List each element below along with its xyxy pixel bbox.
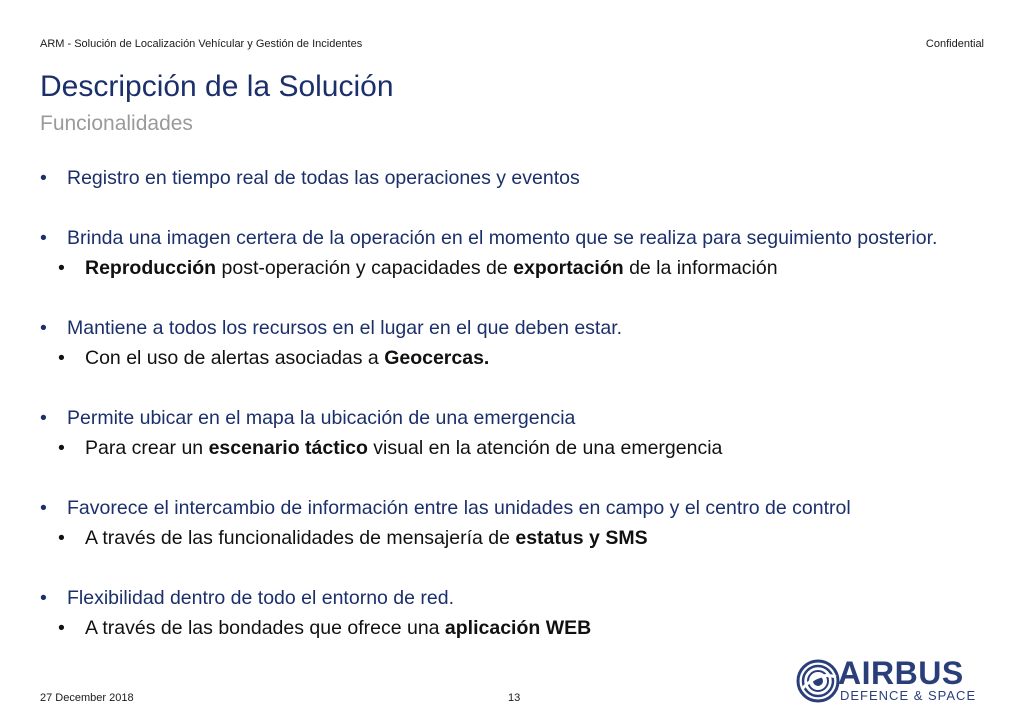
logo-wordmark: AIRBUS	[838, 655, 964, 691]
text-run: A través de las funcionalidades de mensajería de	[85, 527, 516, 549]
text-run: Para crear un	[85, 437, 209, 459]
text-run: post-operación y capacidades de	[216, 257, 514, 279]
airbus-logo	[796, 657, 986, 707]
bold-text: estatus y SMS	[515, 527, 648, 549]
sub-bullet-item	[40, 343, 980, 373]
logo-subtitle: DEFENCE & SPACE	[840, 688, 977, 703]
sub-bullet-item	[40, 523, 980, 553]
bold-text: exportación	[513, 257, 624, 279]
sub-bullet-item	[40, 253, 980, 283]
airbus-ring-icon	[796, 659, 840, 703]
text-run: visual en la atención de una emergencia	[367, 437, 723, 459]
bullet-item: • Mantiene a todos los recursos en el lugar en el que deben estar.	[40, 313, 980, 343]
bullet-item: • Flexibilidad dentro de todo el entorno de red.	[40, 583, 980, 613]
slide-title: Descripción de la Solución	[40, 70, 394, 103]
bullet-item: • Registro en tiempo real de todas las operaciones y eventos	[40, 163, 980, 193]
header-document-title: ARM - Solución de Localización Vehícular y Gestión de Incidentes	[40, 38, 363, 50]
bullet-item: • Permite ubicar en el mapa la ubicación de una emergencia	[40, 403, 980, 433]
bullet-list	[40, 163, 980, 643]
sub-bullet-item	[40, 613, 980, 643]
page-number: 13	[508, 692, 521, 704]
bold-text: aplicación WEB	[444, 617, 592, 639]
bullet-item: • Favorece el intercambio de información entre las unidades en campo y el centro de control	[40, 493, 980, 523]
text-run: A través de las bondades que ofrece una	[85, 617, 445, 639]
slide-subtitle: Funcionalidades	[40, 112, 193, 135]
text-run: Con el uso de alertas asociadas a	[85, 347, 385, 369]
sub-bullet-item	[40, 433, 980, 463]
bold-text: Reproducción	[85, 257, 217, 279]
bold-text: Geocercas.	[384, 347, 490, 369]
bullet-item: • Brinda una imagen certera de la operación en el momento que se realiza para seguimiento posterior.	[40, 223, 980, 253]
header-confidential: Confidential	[925, 38, 984, 50]
text-run: de la información	[623, 257, 778, 279]
bold-text: escenario táctico	[208, 437, 368, 459]
footer-date: 27 December 2018	[40, 692, 134, 704]
